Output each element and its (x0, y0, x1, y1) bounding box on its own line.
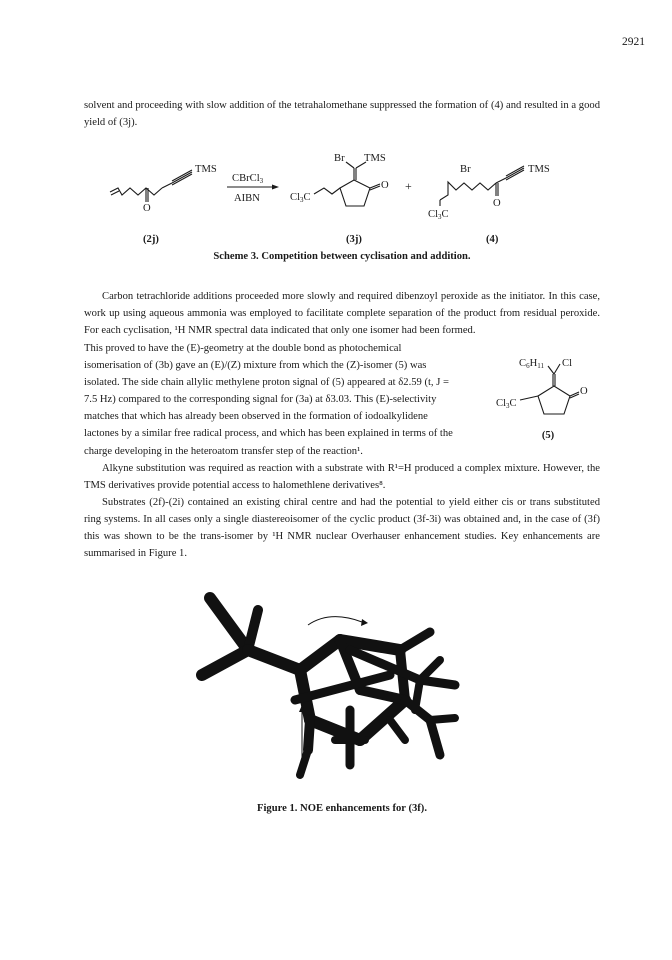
reagent-top: CBrCl3 (232, 173, 264, 185)
tms-label-4: TMS (528, 164, 550, 175)
oxygen-label-3j: O (381, 180, 389, 191)
label-5: (5) (541, 430, 555, 441)
br-label-3j: Br (334, 153, 345, 164)
para1-line-5: matches that which has already been observed in the formation of iodoalkylidene (84, 411, 428, 423)
paragraph-2 (84, 460, 600, 494)
tms-label-2j: TMS (195, 164, 217, 175)
label-4: (4) (486, 234, 499, 245)
cl3c-label-3j: Cl3C (290, 192, 311, 204)
para1-line-2: isomerisation of (3b) gave an (E)/(Z) mixture from which the (Z)-isomer (5) was (84, 360, 427, 372)
intro-paragraph (84, 97, 600, 131)
para1-line-6: lactones by a similar free radical process, and which has been explained in terms of the (84, 428, 453, 440)
br-label-4: Br (460, 164, 471, 175)
scheme-caption: Scheme 3. Competition between cyclisation and addition. (213, 251, 471, 262)
plus-sign: + (405, 179, 412, 193)
paragraph-3 (84, 494, 600, 562)
cl-label-5: Cl (562, 358, 573, 369)
para1-line-1: This proved to have the (E)-geometry at the double bond as photochemical (84, 343, 402, 354)
label-3j: (3j) (346, 234, 362, 245)
para1-line-3: isolated. The side chain allylic methylene proton signal of (5) appeared at δ2.59 (t, J = (84, 377, 449, 389)
tms-label-3j: TMS (364, 153, 386, 164)
page-number: 2921 (622, 36, 645, 48)
figure-1-noe-structure (190, 590, 480, 790)
oxygen-label-2j: O (143, 203, 151, 214)
label-2j: (2j) (143, 234, 159, 245)
paragraph-1-end (84, 443, 600, 460)
para1-last-line: charge developing in the heteroatom transfer step of the reaction¹. (84, 446, 363, 457)
oxygen-label-4: O (493, 198, 501, 209)
reagent-bottom: AIBN (234, 193, 260, 204)
cl3c-label-5: Cl3C (496, 398, 517, 410)
para2-text: Alkyne substitution was required as reaction with a substrate with R¹=H produced a complex mixture. However, the TMS derivatives provide potential access to halomethlene derivatives⁸. (84, 463, 600, 492)
intro-text: solvent and proceeding with slow addition of the tetrahalomethane suppressed the formation of (4) and resulted in a good yield of (3j). (84, 100, 600, 129)
oxygen-label-5: O (580, 386, 588, 397)
paragraph-1 (84, 288, 600, 339)
para1-line-4: 7.5 Hz) compared to the corresponding signal for (3a) at δ3.03. This (E)-selectivity (84, 394, 437, 406)
paragraph-1-narrow (84, 340, 476, 443)
para3-text: Substrates (2f)-(2i) contained an existing chiral centre and had the potential to yield either cis or trans substituted ring systems. In all cases only a single diastereoisomer of the cyclic product (3f-3i) was obtained and, in the case of (3f) this was shown to be the trans-isomer by ¹H NMR nuclear Overhauser enhancement studies. Key enhancements are summarised in Figure 1. (84, 497, 600, 560)
compound-3j-structure (314, 162, 380, 206)
compound-5-structure (486, 352, 596, 442)
figure-1-caption: Figure 1. NOE enhancements for (3f). (257, 803, 427, 814)
cl3c-label-4: Cl3C (428, 209, 449, 221)
noe-arrow-head-top (361, 619, 368, 626)
compound-4-structure (440, 166, 524, 206)
arrow-head (272, 185, 279, 190)
molecule-wireframe (202, 598, 455, 775)
scheme-3 (100, 150, 580, 250)
c6h11-label: C6H11 (519, 358, 544, 370)
compound-2j-structure (110, 170, 192, 202)
para1-full-width: Carbon tetrachloride additions proceeded more slowly and required dibenzoyl peroxide as the initiator. In this case, work up using aqueous ammonia was employed to facilitate complete separation of the product from residual peroxide. For each cyclisation, ¹H NMR spectral data indicated that only one isomer had been formed. (84, 291, 600, 337)
